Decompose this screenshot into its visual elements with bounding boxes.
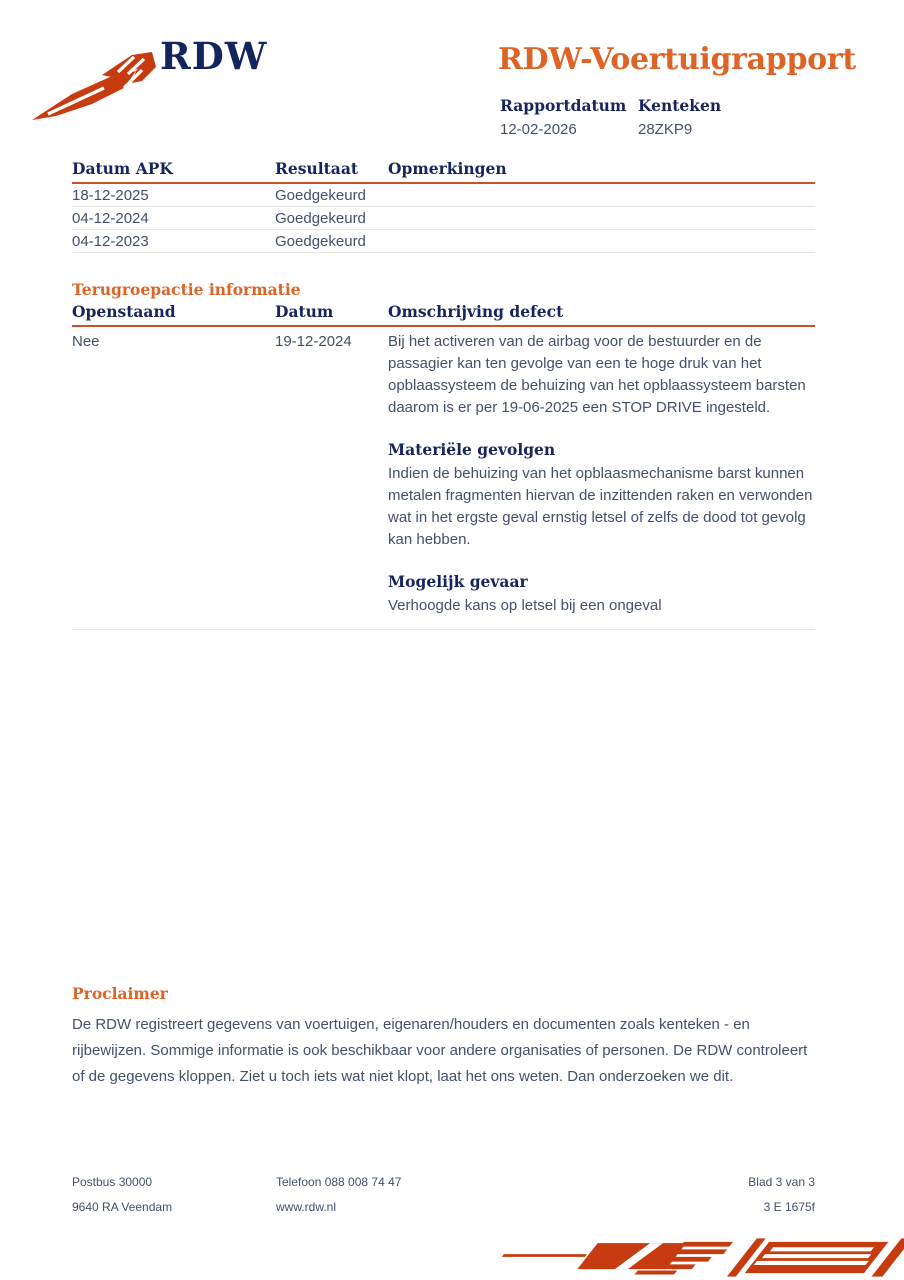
material-consequences-text: Indien de behuizing van het opblaasmechanisme barst kunnen metalen fragmenten hiervan de inzittenden raken en verwonden wat in het ergste geval ernstig letsel of zelfs de dood tot gevolg kan hebben. — [388, 465, 813, 548]
column-header-omschrijving-defect: Omschrijving defect — [388, 302, 564, 321]
footer-address — [72, 1170, 276, 1220]
recall-openstaand-value: Nee — [72, 333, 100, 350]
report-date-value: 12-02-2026 — [500, 121, 577, 138]
table-cell: 04-12-2023 — [72, 233, 149, 250]
table-row — [72, 230, 815, 253]
possible-danger-heading: Mogelijk gevaar — [388, 572, 528, 591]
column-header-resultaat: Resultaat — [275, 159, 359, 178]
column-header-openstaand: Openstaand — [72, 302, 176, 321]
table-cell — [388, 187, 815, 204]
table-cell — [388, 233, 815, 250]
apk-table — [72, 159, 815, 253]
column-header-datum: Datum — [275, 302, 334, 321]
table-cell: Goedgekeurd — [275, 210, 366, 227]
table-cell: 18-12-2025 — [72, 187, 149, 204]
license-plate-label: Kenteken — [638, 96, 722, 115]
material-consequences-heading: Materiële gevolgen — [388, 440, 556, 459]
footer-website-link[interactable]: www.rdw.nl — [276, 1200, 337, 1214]
footer-page-number: Blad 3 van 3 — [748, 1175, 815, 1189]
recall-datum-value: 19-12-2024 — [275, 333, 352, 350]
possible-danger-text: Verhoogde kans op letsel bij een ongeval — [388, 597, 662, 614]
report-date-field — [500, 96, 638, 138]
proclaimer-heading: Proclaimer — [72, 984, 168, 1003]
footer-form-code: 3 E 1675f — [763, 1200, 815, 1214]
rdw-speed-stripes-graphic — [500, 1235, 904, 1280]
license-plate-field — [638, 96, 776, 138]
table-row — [72, 184, 815, 207]
proclaimer-text: De RDW registreert gegevens van voertuigen, eigenaren/houders en documenten zoals kenteken - en rijbewijzen. Sommige informatie is ook beschikbaar voor andere organisaties of personen. De RDW controleert of de gegevens kloppen. Ziet u toch iets wat niet klopt, laat het ons weten. Dan onderzoeken we dit. — [72, 1016, 808, 1085]
license-plate-value: 28ZKP9 — [638, 121, 693, 138]
rdw-wordmark: RDW — [160, 34, 268, 78]
table-cell: Goedgekeurd — [275, 233, 366, 250]
defect-description: Bij het activeren van de airbag voor de bestuurder en de passagier kan ten gevolge van een te hoge druk van het opblaassysteem de behuizing van het opblaassysteem barsten daarom is er per 19-06-2025 een STOP DRIVE ingesteld. — [388, 333, 806, 416]
page-footer — [72, 1170, 815, 1220]
report-date-label: Rapportdatum — [500, 96, 627, 115]
footer-contact — [276, 1170, 576, 1220]
table-cell: 04-12-2024 — [72, 210, 149, 227]
recall-section-heading: Terugroepactie informatie — [72, 280, 301, 299]
table-cell: Goedgekeurd — [275, 187, 366, 204]
footer-postbus: Postbus 30000 — [72, 1175, 153, 1189]
rdw-feather-logo-icon — [30, 50, 162, 130]
footer-phone: Telefoon 088 008 74 47 — [276, 1175, 402, 1189]
report-meta — [500, 96, 776, 138]
table-row — [72, 207, 815, 230]
page-title: RDW-Voertuigrapport — [498, 42, 856, 77]
footer-page-info — [576, 1170, 815, 1220]
footer-city: 9640 RA Veendam — [72, 1200, 173, 1214]
column-header-datum-apk: Datum APK — [72, 159, 173, 178]
recall-defect-cell — [388, 331, 815, 617]
apk-table-body — [72, 184, 815, 253]
table-cell — [388, 210, 815, 227]
recall-table-row — [72, 327, 815, 630]
recall-table-header — [72, 302, 815, 327]
column-header-opmerkingen: Opmerkingen — [388, 159, 507, 178]
recall-table — [72, 302, 815, 630]
apk-table-header — [72, 159, 815, 184]
